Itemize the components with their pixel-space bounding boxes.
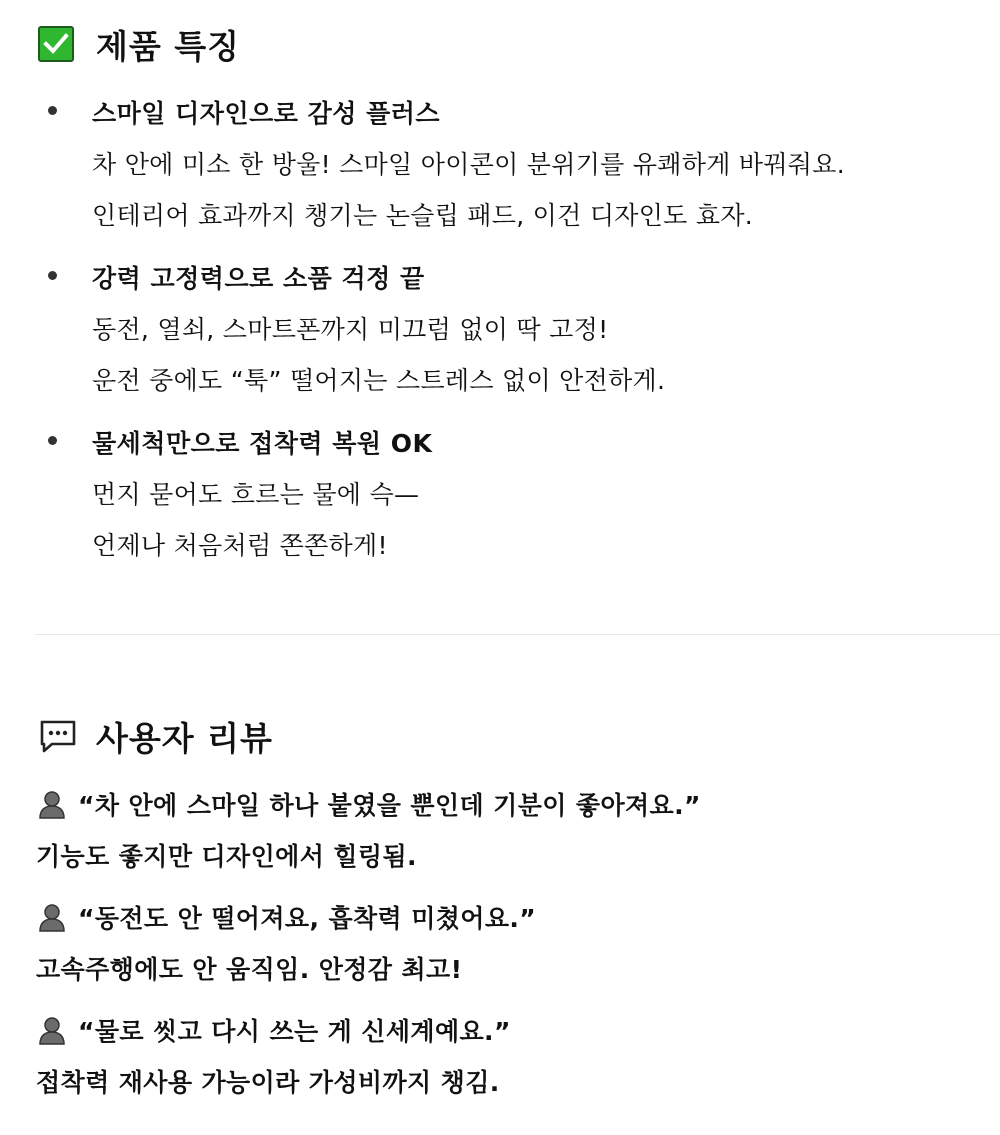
person-silhouette-icon: [38, 902, 66, 932]
review-quote: [38, 899, 536, 935]
feature-description: 차 안에 미소 한 방울! 스마일 아이콘이 분위기를 유쾌하게 바꿔줘요.: [92, 150, 845, 179]
review-quote-text: “물로 씻고 다시 쓰는 게 신세계예요.”: [78, 1017, 511, 1046]
reviews-title: 사용자 리뷰: [96, 718, 273, 758]
review-comment: 기능도 좋지만 디자인에서 힐링됨.: [36, 842, 417, 871]
bullet: [48, 436, 57, 445]
features-title: 제품 특징: [96, 26, 241, 66]
review-quote: [38, 1012, 511, 1048]
review-comment: 고속주행에도 안 움직임. 안정감 최고!: [36, 955, 463, 984]
review-quote-text: “동전도 안 떨어져요, 흡착력 미쳤어요.”: [78, 904, 537, 933]
speech-bubble-icon: [38, 716, 78, 756]
features-heading: [38, 22, 240, 66]
section-divider: [35, 634, 1000, 635]
feature-title: 스마일 디자인으로 감성 플러스: [92, 99, 441, 128]
check-mark-icon: [38, 26, 74, 62]
bullet: [48, 271, 57, 280]
feature-description: 동전, 열쇠, 스마트폰까지 미끄럼 없이 딱 고정!: [92, 315, 609, 344]
review-quote: [38, 786, 701, 822]
feature-title: 물세척만으로 접착력 복원 OK: [92, 429, 433, 458]
feature-description: 언제나 처음처럼 쫀쫀하게!: [92, 531, 388, 560]
feature-description: 먼지 묻어도 흐르는 물에 슥—: [92, 480, 420, 509]
review-quote-text: “차 안에 스마일 하나 붙였을 뿐인데 기분이 좋아져요.”: [78, 791, 701, 820]
person-silhouette-icon: [38, 789, 66, 819]
feature-description: 인테리어 효과까지 챙기는 논슬립 패드, 이건 디자인도 효자.: [92, 201, 754, 230]
person-silhouette-icon: [38, 1015, 66, 1045]
review-comment: 접착력 재사용 가능이라 가성비까지 챙김.: [36, 1068, 500, 1097]
reviews-heading: [38, 714, 273, 758]
feature-title: 강력 고정력으로 소품 걱정 끝: [92, 264, 425, 293]
bullet: [48, 106, 57, 115]
feature-description: 운전 중에도 “툭” 떨어지는 스트레스 없이 안전하게.: [92, 366, 666, 395]
